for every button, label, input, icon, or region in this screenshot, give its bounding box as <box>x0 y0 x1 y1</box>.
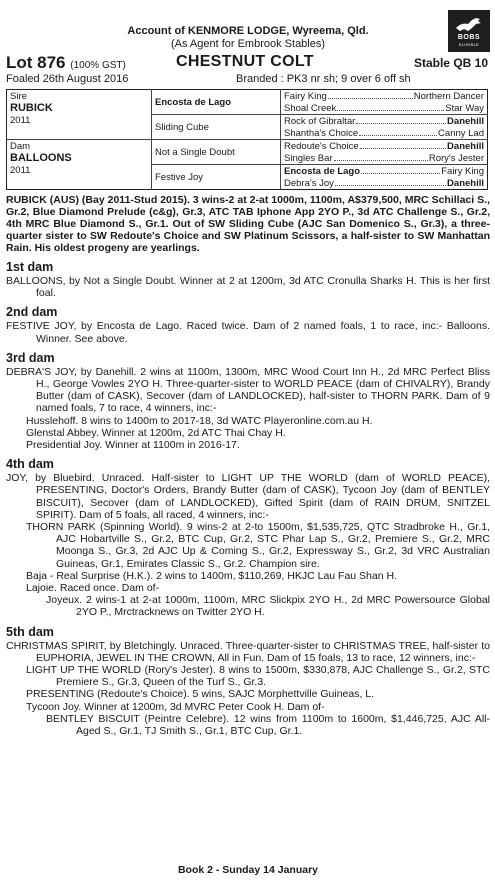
fifth-dam-progeny: LIGHT UP THE WORLD (Rory's Jester). 8 wins to 1500m, $330,878, AJC Challenge S., Gr.2, STC Premiere S., Gr.3, Queen of the Turf S., Gr.3. <box>26 664 490 689</box>
second-dam-heading: 2nd dam <box>6 305 58 320</box>
dam-year: 2011 <box>7 165 152 178</box>
fifth-dam-grand-progeny: BENTLEY BISCUIT (Peintre Celebre). 12 wins from 1100m to 1600m, $1,446,725, AJC All-Aged S., Gr.1, TJ Smith S., Gr.1, BTC Cup, Gr.1. <box>46 712 490 738</box>
logo-brand: BOBS <box>457 34 481 41</box>
first-dam-heading: 1st dam <box>6 260 54 274</box>
lot-label: Lot 876 <box>6 53 66 72</box>
gst-note: (100% GST) <box>70 60 126 71</box>
second-dam-text: FESTIVE JOY, by Encosta de Lago. Raced twice. Dam of 2 named foals, 1 to race, inc:- Balloons. Winner. See above. <box>6 320 490 345</box>
bobs-logo <box>448 10 490 52</box>
logo-subtext: ELIGIBLE <box>458 42 480 47</box>
pedigree-gen3-2: Rock of Gibraltar Danehill <box>281 115 488 128</box>
pedigree-gen3-6: Encosta de Lago Fairy King <box>281 165 488 178</box>
first-dam-section <box>6 260 490 299</box>
dam-sire: Not a Single Doubt <box>152 140 281 165</box>
pedigree-gen3-7: Debra's Joy Danehill <box>284 177 484 189</box>
fourth-dam-section <box>6 457 490 618</box>
dam-dam: Festive Joy <box>152 165 281 190</box>
foaled-date: Foaled 26th August 2016 <box>6 73 129 85</box>
page-footer: Book 2 - Sunday 14 January <box>177 864 319 876</box>
third-dam-progeny: Husslehoff. 8 wins to 1400m to 2017-18, 3d WATC Playeronline.com.au H. <box>26 414 373 427</box>
foaled-line <box>6 73 490 87</box>
sire-year: 2011 <box>7 115 152 128</box>
fifth-dam-section <box>6 625 490 738</box>
fourth-dam-progeny: THORN PARK (Spinning World). 9 wins-2 at 2-to 1500m, $1,535,725, QTC Stradbroke H., Gr.1, AJC Hobartville S., Gr.2, BTC Cup, Gr.2, STC Phar Lap S., Gr.2, Premiere S., Gr.2, MRC Moonga S., Gr.3, 2d AJC Up & Coming S., Gr.2, Expressway S., Gr.2, 3d VRC Australian Guineas, Gr.1, Emirates Classic S., Gr.2. Champion sire. <box>26 521 490 570</box>
fourth-dam-grand-progeny: Joyeux. 2 wins-1 at 2-at 1000m, 1100m, MRC Slickpix 2YO H., 2d MRC Powersource Global 2YO P., Mrctracknews on Twitter 2YO H. <box>46 594 490 619</box>
third-dam-progeny: Glenstal Abbey. Winner at 1200m, 2d ATC Thai Chay H. <box>26 426 286 439</box>
catalogue-page <box>6 6 490 884</box>
sire-name: RUBICK <box>7 102 152 115</box>
sire-sire: Encosta de Lago <box>152 90 281 115</box>
first-dam-text: BALLOONS, by Not a Single Doubt. Winner at 2 at 1200m, 3d ATC Cronulla Sharks H. This is her first foal. <box>6 275 490 300</box>
dam-name: BALLOONS <box>7 152 152 165</box>
brand-marks: Branded : PK3 nr sh; 9 over 6 off sh <box>236 73 411 85</box>
sire-label: Sire <box>7 90 152 103</box>
horse-icon <box>454 14 484 34</box>
pedigree-gen3-3: Shantha's Choice Canny Lad <box>284 127 484 139</box>
lot-number <box>6 53 126 73</box>
pedigree-table <box>6 89 488 190</box>
pedigree-gen3-5: Singles Bar Rory's Jester <box>284 152 484 164</box>
vendor-account: Account of KENMORE LODGE, Wyreema, Qld. <box>127 25 369 37</box>
third-dam-progeny: Presidential Joy. Winner at 1100m in 2016-17. <box>26 439 240 452</box>
fourth-dam-heading: 4th dam <box>6 457 54 472</box>
pedigree-gen3-1: Shoal Creek Star Way <box>284 102 484 114</box>
fifth-dam-heading: 5th dam <box>6 624 54 639</box>
fifth-dam-progeny: Tycoon Joy. Winner at 1200m, 3d MVRC Peter Cook H. Dam of- <box>26 700 325 713</box>
sire-dam: Sliding Cube <box>152 115 281 140</box>
horse-description: CHESTNUT COLT <box>176 53 314 70</box>
stable-number: Stable QB 10 <box>413 56 488 70</box>
lot-line <box>6 53 490 73</box>
fifth-dam-text: CHRISTMAS SPIRIT, by Bletchingly. Unraced. Three-quarter-sister to CHRISTMAS TREE, half-sister to EUPHORIA, JEWEL IN THE CROWN, All in Fun. Dam of 15 foals, 13 to race, 12 winners, inc:- <box>6 639 490 664</box>
fifth-dam-progeny: PRESENTING (Redoute's Choice). 5 wins, SAJC Morphettville Guineas, L. <box>26 688 375 701</box>
fourth-dam-progeny: Baja - Real Surprise (H.K.). 2 wins to 1400m, $110,269, HKJC Lau Fau Shan H. <box>26 569 397 582</box>
third-dam-text: DEBRA'S JOY, by Danehill. 2 wins at 1100m, 1300m, MRC Wood Court Inn H., 2d MRC Perfect Bliss H., George Vowles 2YO H. Three-quarter-sister to WORLD PEACE (dam of CHIVALRY), Brandy Butter (dam of CASK), Secover (dam of LANDLOCKED), half-sister to THORN PARK. Dam of 9 named foals, 7 to race, 4 winners, inc:- <box>6 365 490 415</box>
pedigree-gen3-4: Redoute's Choice Danehill <box>281 140 488 153</box>
third-dam-section <box>6 351 490 451</box>
vendor-agent: (As Agent for Embrook Stables) <box>170 38 326 50</box>
fourth-dam-progeny: Lajoie. Raced once. Dam of- <box>26 582 160 595</box>
dam-label: Dam <box>7 140 152 153</box>
fourth-dam-text: JOY, by Bluebird. Unraced. Half-sister to LIGHT UP THE WORLD (dam of WORLD PEACE), PRESENTING, Doctor's Orders, Brandy Butter (dam of CASK), Tycoon Joy (dam of BENTLEY BISCUIT), Secover (dam of LANDLOCKED), Gifted Spirit (dam of RAIN DRUM, SNITZEL SPIRIT). Dam of 5 foals, all raced, 4 winners, inc:- <box>6 472 490 521</box>
pedigree-gen3-0: Fairy King Northern Dancer <box>284 90 484 102</box>
sire-summary: RUBICK (AUS) (Bay 2011-Stud 2015). 3 wins-2 at 2-at 1000m, 1100m, A$379,500, MRC Schillaci S., Gr.2, Blue Diamond Prelude (c&g), Gr.3, ATC TAB Iphone App 2YO P., 3d ATC Challenge S., Gr.2, 4th MRC Blue Diamond S., Gr.1. Out of SW Sliding Cube (AJC San Domenico S., Gr.3), a three-quarter sister to SW Redoute's Choice and SW Platinum Scissors, a half-sister to SW Manhattan Rain. His oldest progeny are yearlings. <box>6 194 490 254</box>
second-dam-section <box>6 305 490 344</box>
third-dam-heading: 3rd dam <box>6 350 55 365</box>
